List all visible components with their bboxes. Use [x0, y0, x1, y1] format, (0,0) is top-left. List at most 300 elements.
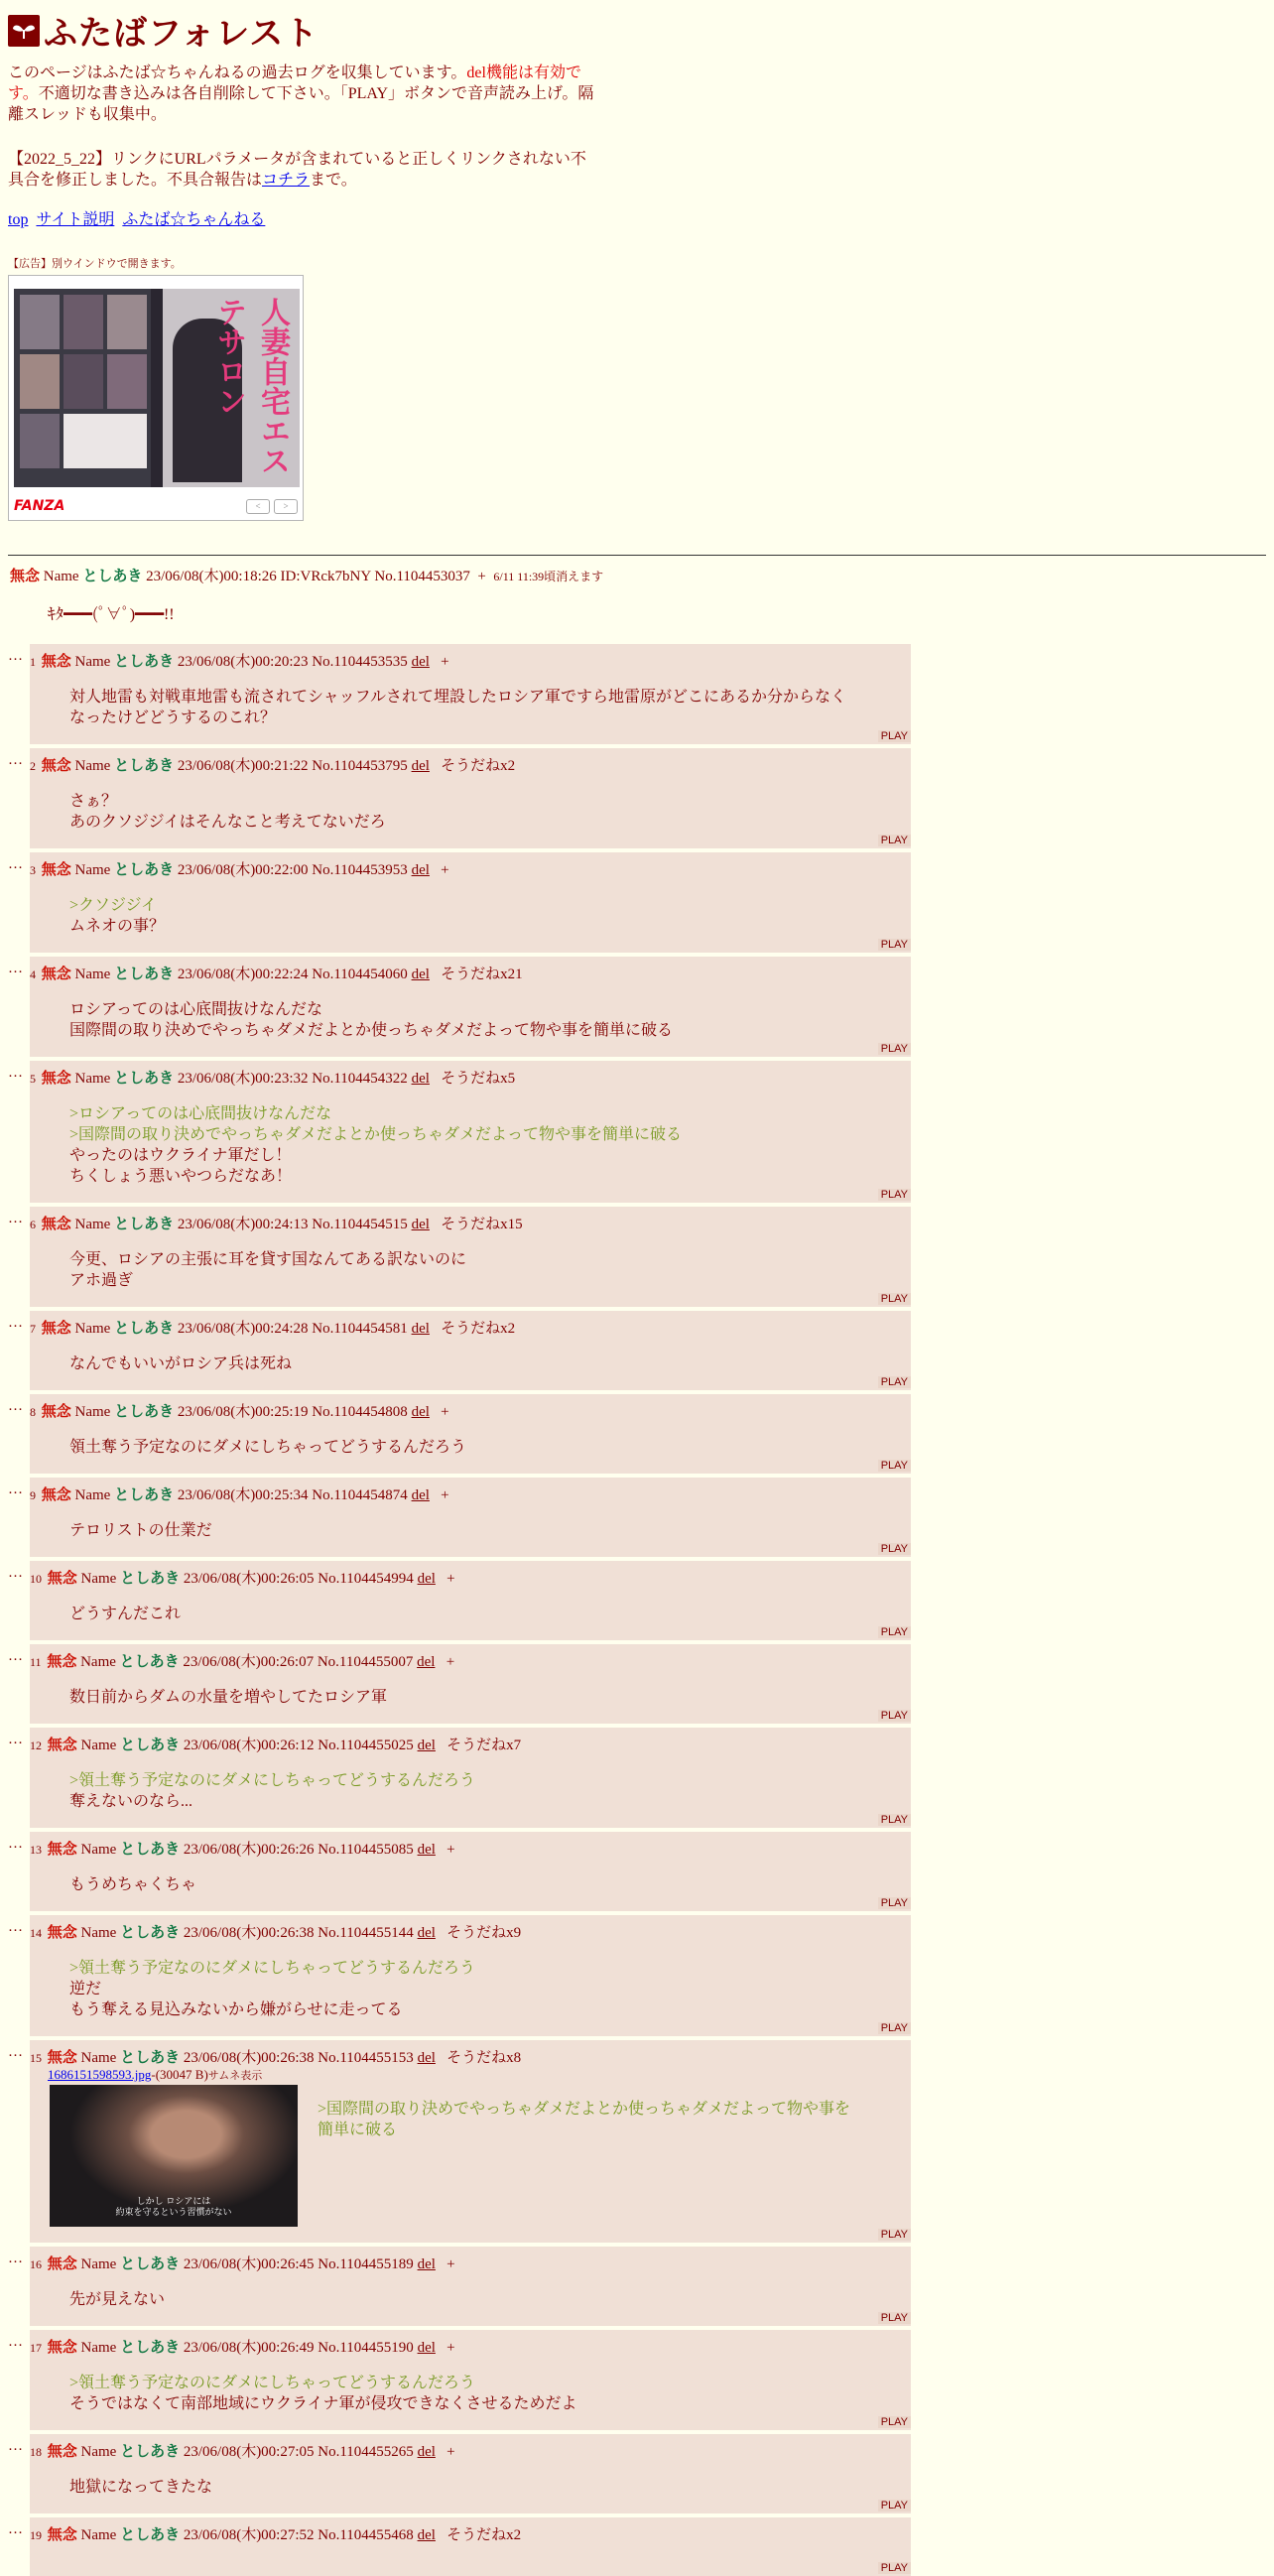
reply-number[interactable]: No.1104455265 [318, 2444, 414, 2460]
reply-number[interactable]: No.1104455085 [318, 1842, 414, 1858]
reply-index: 8 [30, 1405, 36, 1419]
reply-box [30, 1394, 911, 1474]
reply-collapse-icon[interactable]: … [8, 1211, 23, 1226]
reply-collapse-icon[interactable]: … [8, 752, 23, 768]
reply-header [30, 1213, 911, 1233]
bug-report-link[interactable]: コチラ [262, 172, 311, 189]
quote-line: >領土奪う予定なのにダメにしちゃってどうするんだろう [69, 1960, 476, 1977]
reply-number[interactable]: No.1104454808 [312, 1404, 408, 1420]
reply-date: 23/06/08(木)00:25:34 [177, 1487, 309, 1503]
nav-about-link[interactable]: サイト説明 [36, 211, 115, 228]
reply-header [30, 1567, 911, 1588]
reply [8, 1561, 1266, 1640]
reply-body [69, 791, 911, 833]
op-date: 23/06/08(木)00:18:26 [146, 569, 277, 584]
reply-number[interactable]: No.1104455189 [318, 2256, 414, 2272]
reply-index: 5 [30, 1072, 36, 1086]
reply-body [69, 1770, 911, 1812]
play-button[interactable]: PLAY [878, 2562, 911, 2574]
reply-name-label: Name [80, 1842, 117, 1858]
del-link[interactable]: del [417, 1654, 436, 1670]
reply [8, 1478, 1266, 1557]
reply-box [30, 2040, 911, 2243]
reply-number[interactable]: No.1104454874 [312, 1487, 408, 1503]
reply-header [30, 1650, 911, 1671]
reply-number[interactable]: No.1104455153 [318, 2050, 414, 2066]
reply-date: 23/06/08(木)00:26:07 [183, 1654, 315, 1670]
reply-subject: 無念 [41, 862, 71, 878]
reply-name-label: Name [74, 966, 111, 982]
reply-subject: 無念 [47, 2527, 77, 2543]
reply-collapse-icon[interactable]: … [8, 2438, 23, 2454]
sodane-button[interactable]: そうだねx8 [446, 2050, 522, 2066]
reply-name-label: Name [74, 758, 111, 774]
sodane-button[interactable]: そうだねx2 [441, 758, 516, 774]
reply [8, 1207, 1266, 1307]
reply-subject: 無念 [41, 758, 71, 774]
reply-header [30, 858, 911, 879]
reply-body [69, 1958, 911, 2020]
reply [8, 2330, 1266, 2430]
ad-prev-button[interactable]: < [246, 499, 270, 514]
del-link[interactable]: del [417, 2527, 436, 2543]
reply-body [69, 1874, 911, 1895]
play-button[interactable]: PLAY [878, 1460, 911, 1472]
del-link[interactable]: del [411, 862, 430, 878]
play-button[interactable]: PLAY [878, 1626, 911, 1638]
reply-box [30, 1061, 911, 1203]
thumbnail-image[interactable] [50, 2085, 298, 2227]
body-line: なったけどどうするのこれ？ [69, 709, 277, 726]
body-line: 逆だ [69, 1981, 102, 1997]
play-button[interactable]: PLAY [878, 2500, 911, 2512]
reply-box [30, 1311, 911, 1390]
reply-number[interactable]: No.1104455025 [318, 1738, 414, 1753]
reply-date: 23/06/08(木)00:24:28 [177, 1321, 309, 1337]
body-line: ロシアってのは心底間抜けなんだな [69, 1001, 323, 1018]
reply-name: としあき [120, 2256, 181, 2272]
reply [8, 1832, 1266, 1911]
sodane-button[interactable]: + [441, 1404, 449, 1420]
reply-header [30, 2046, 911, 2067]
play-button[interactable]: PLAY [878, 1293, 911, 1305]
reply-subject: 無念 [47, 1654, 77, 1670]
play-button[interactable]: PLAY [878, 939, 911, 951]
play-button[interactable]: PLAY [878, 1897, 911, 1909]
body-line: テロリストの仕業だ [69, 1522, 212, 1539]
reply-body [69, 895, 911, 937]
sodane-button[interactable]: + [446, 2444, 455, 2460]
del-link[interactable]: del [411, 1404, 430, 1420]
reply [8, 2247, 1266, 2326]
reply-name: としあき [114, 654, 175, 670]
reply-name: としあき [120, 2444, 181, 2460]
sodane-button[interactable]: そうだねx7 [446, 1738, 522, 1753]
reply-box [30, 1478, 911, 1557]
reply-subject: 無念 [47, 2256, 77, 2272]
sodane-button[interactable]: + [441, 862, 449, 878]
del-link[interactable]: del [411, 1217, 430, 1232]
reply-subject: 無念 [47, 2340, 77, 2356]
reply-name: としあき [114, 1217, 175, 1232]
reply-body [69, 2289, 911, 2310]
body-line: ムネオの事？ [69, 918, 166, 935]
reply-subject: 無念 [41, 1404, 71, 1420]
reply-header [30, 2523, 911, 2544]
reply-name-label: Name [74, 654, 111, 670]
reply-name: としあき [120, 2340, 181, 2356]
reply-name-label: Name [74, 1321, 111, 1337]
reply-collapse-icon[interactable]: … [8, 1648, 23, 1664]
reply-name: としあき [114, 758, 175, 774]
reply-collapse-icon[interactable]: … [8, 648, 23, 664]
body-line: ちくしょう悪いやつらだなあ！ [69, 1168, 293, 1185]
body-line: 対人地雷も対戦車地雷も流されてシャッフルされて埋設したロシア軍ですら地雷原がどこにあるか分からなく [69, 689, 847, 706]
ad-arrows [246, 499, 298, 514]
reply-index: 4 [30, 967, 36, 981]
site-title: ふたばフォレスト [44, 16, 319, 53]
reply-index: 3 [30, 863, 36, 877]
sodane-button[interactable]: そうだねx2 [446, 2527, 522, 2543]
thumbnail-caption [50, 2197, 298, 2219]
op-id: ID:VRck7bNY [280, 569, 371, 584]
reply-box [30, 644, 911, 744]
reply-name: としあき [120, 1925, 181, 1941]
quote-line: >クソジジイ [69, 897, 157, 914]
reply-date: 23/06/08(木)00:27:05 [183, 2444, 315, 2460]
reply-subject: 無念 [41, 966, 71, 982]
sodane-button[interactable]: + [446, 1571, 455, 1587]
reply [8, 644, 1266, 744]
reply-header [30, 1400, 911, 1421]
play-button[interactable]: PLAY [878, 835, 911, 846]
op-body: ｷﾀ━━━(ﾟ∀ﾟ)━━━!! [48, 606, 175, 623]
del-link[interactable]: del [411, 966, 430, 982]
del-link[interactable]: del [417, 2340, 436, 2356]
reply-collapse-icon[interactable]: … [8, 2521, 23, 2537]
reply-name: としあき [120, 2527, 181, 2543]
reply-date: 23/06/08(木)00:26:26 [183, 1842, 315, 1858]
reply-number[interactable]: No.1104453795 [312, 758, 408, 774]
quote-line: >国際間の取り決めでやっちゃダメだよとか使っちゃダメだよって物や事を簡単に破る [69, 1126, 683, 1143]
del-link[interactable]: del [417, 1571, 436, 1587]
reply-box [30, 2434, 911, 2513]
site-intro [8, 63, 598, 125]
play-button[interactable]: PLAY [878, 2416, 911, 2428]
del-link[interactable]: del [417, 2444, 436, 2460]
sodane-button[interactable]: + [441, 1487, 449, 1503]
reply-name-label: Name [74, 1487, 111, 1503]
sodane-button[interactable]: + [446, 1654, 455, 1670]
reply-index: 17 [30, 2341, 42, 2355]
reply-subject: 無念 [47, 1571, 77, 1587]
reply-number[interactable]: No.1104455144 [318, 1925, 414, 1941]
ad-vertical-text: 人妻自宅エステサロン [211, 297, 290, 475]
reply-header [30, 754, 911, 775]
reply-number[interactable]: No.1104454581 [312, 1321, 408, 1337]
op-expire-notice: 6/11 11:39頃消えます [493, 570, 604, 583]
reply-date: 23/06/08(木)00:27:52 [183, 2527, 315, 2543]
del-link[interactable]: del [417, 1842, 436, 1858]
reply [8, 1311, 1266, 1390]
del-link[interactable]: del [411, 1321, 430, 1337]
reply-name-label: Name [80, 2256, 117, 2272]
futaba-leaf-icon[interactable] [8, 15, 40, 47]
reply-date: 23/06/08(木)00:26:12 [183, 1738, 315, 1753]
reply-index: 10 [30, 1572, 42, 1586]
reply-index: 2 [30, 759, 36, 773]
sodane-button[interactable]: + [446, 2340, 455, 2356]
thumb-toggle[interactable]: サムネ表示 [207, 2070, 263, 2082]
reply-name: としあき [120, 1842, 181, 1858]
reply-box [30, 748, 911, 848]
body-line: あのクソジジイはそんなこと考えてないだろ [69, 814, 386, 831]
sodane-button[interactable]: そうだねx21 [441, 966, 523, 982]
reply-box [30, 1644, 911, 1724]
reply-date: 23/06/08(木)00:23:32 [177, 1071, 309, 1087]
reply-header [30, 650, 911, 671]
sodane-button[interactable]: そうだねx9 [446, 1925, 522, 1941]
reply [8, 2434, 1266, 2513]
reply-box [30, 1728, 911, 1828]
reply-list [8, 644, 1266, 2576]
ad-image[interactable] [14, 289, 300, 487]
reply-collapse-icon[interactable]: … [8, 1315, 23, 1331]
body-line: 領土奪う予定なのにダメにしちゃってどうするんだろう [69, 1439, 467, 1456]
reply-body [69, 2373, 911, 2414]
reply-collapse-icon[interactable]: … [8, 856, 23, 872]
ad-banner[interactable] [8, 275, 304, 521]
reply [8, 2517, 1266, 2576]
reply-collapse-icon[interactable]: … [8, 1398, 23, 1414]
del-link[interactable]: del [411, 654, 430, 670]
body-line: そうではなくて南部地域にウクライナ軍が侵攻できなくさせるためだよ [69, 2395, 577, 2412]
reply-box [30, 2247, 911, 2326]
reply-collapse-icon[interactable]: … [8, 2334, 23, 2350]
reply-subject: 無念 [47, 1738, 77, 1753]
del-link[interactable]: del [411, 1487, 430, 1503]
reply-name: としあき [120, 1738, 181, 1753]
reply-subject: 無念 [47, 1925, 77, 1941]
reply-collapse-icon[interactable]: … [8, 2251, 23, 2266]
body-line: 先が見えない [69, 2291, 166, 2308]
play-button[interactable]: PLAY [878, 1543, 911, 1555]
play-button[interactable]: PLAY [878, 1814, 911, 1826]
image-size: -(30047 B) [151, 2067, 208, 2082]
reply-name-label: Name [74, 1404, 111, 1420]
reply-name-label: Name [80, 1738, 117, 1753]
reply-name-label: Name [80, 2340, 117, 2356]
reply-collapse-icon[interactable]: … [8, 1481, 23, 1497]
reply-index: 9 [30, 1488, 36, 1502]
reply [8, 1644, 1266, 1724]
reply-index: 16 [30, 2257, 42, 2271]
op-number[interactable]: No.1104453037 [374, 569, 470, 584]
op-sodane-button[interactable]: + [477, 569, 486, 584]
reply-index: 18 [30, 2445, 42, 2459]
quote-line: >国際間の取り決めでやっちゃダメだよとか使っちゃダメだよって物や事を [318, 2101, 851, 2118]
play-button[interactable]: PLAY [878, 730, 911, 742]
reply-index: 15 [30, 2051, 42, 2065]
reply-name: としあき [114, 862, 175, 878]
reply-subject: 無念 [41, 1217, 71, 1232]
reply-body [69, 1687, 911, 1708]
reply-subject: 無念 [41, 1071, 71, 1087]
body-line: なんでもいいがロシア兵は死ね [69, 1355, 293, 1372]
reply-box [30, 957, 911, 1057]
reply-date: 23/06/08(木)00:21:22 [177, 758, 309, 774]
body-line: 今更、ロシアの主張に耳を貸す国なんてある訳ないのに [69, 1251, 467, 1268]
play-button[interactable]: PLAY [878, 1189, 911, 1201]
thumbnail-caption-2: 約束を守るという習慣がない [115, 2208, 232, 2218]
play-button[interactable]: PLAY [878, 1710, 911, 1722]
reply-name: としあき [114, 966, 175, 982]
reply-date: 23/06/08(木)00:20:23 [177, 654, 309, 670]
reply-header [30, 1483, 911, 1504]
thread-separator [8, 555, 1266, 556]
reply-collapse-icon[interactable]: … [8, 1732, 23, 1747]
reply-body [69, 1604, 911, 1624]
reply-body [69, 1103, 911, 1187]
reply-box [30, 852, 911, 953]
sodane-button[interactable]: そうだねx15 [441, 1217, 523, 1232]
reply-name-label: Name [80, 1925, 117, 1941]
quote-line: >領土奪う予定なのにダメにしちゃってどうするんだろう [69, 2375, 476, 2391]
reply-header [30, 1317, 911, 1338]
reply-name-label: Name [74, 862, 111, 878]
reply-name: としあき [114, 1487, 175, 1503]
body-line: もうめちゃくちゃ [69, 1876, 197, 1893]
reply-name: としあき [120, 2050, 181, 2066]
reply-index: 12 [30, 1739, 42, 1752]
reply-number[interactable]: No.1104455190 [318, 2340, 414, 2356]
reply-number[interactable]: No.1104453535 [312, 654, 408, 670]
reply-body [69, 2477, 911, 2498]
reply-name: としあき [114, 1071, 175, 1087]
reply [8, 957, 1266, 1057]
del-link[interactable]: del [417, 1738, 436, 1753]
reply-body [69, 1353, 911, 1374]
ad-logo: FANZA [14, 498, 65, 514]
body-line: 奪えないのなら... [69, 1793, 193, 1810]
reply-name: としあき [114, 1321, 175, 1337]
reply-body [69, 1249, 911, 1291]
reply-subject: 無念 [41, 1321, 71, 1337]
sodane-button[interactable]: そうだねx5 [441, 1071, 516, 1087]
reply-name-label: Name [80, 2527, 117, 2543]
reply-box [30, 1207, 911, 1307]
del-link[interactable]: del [417, 2256, 436, 2272]
reply-collapse-icon[interactable]: … [8, 1919, 23, 1935]
del-link[interactable]: del [417, 1925, 436, 1941]
body-line: 数日前からダムの水量を増やしてたロシア軍 [69, 1689, 388, 1706]
reply-number[interactable]: No.1104453953 [312, 862, 408, 878]
body-line: 国際間の取り決めでやっちゃダメだよとか使っちゃダメだよって物や事を簡単に破る [69, 1022, 674, 1039]
reply-subject: 無念 [47, 2444, 77, 2460]
del-link[interactable]: del [417, 2050, 436, 2066]
notice-text: 【2022_5_22】リンクにURLパラメータが含まれていると正しくリンクされない不具合を修正しました。不具合報告は [8, 151, 586, 189]
nav-links [8, 206, 1266, 229]
reply-date: 23/06/08(木)00:26:05 [183, 1571, 315, 1587]
reply-collapse-icon[interactable]: … [8, 1065, 23, 1081]
reply-body [69, 1437, 911, 1458]
quote-line: 簡単に破る [318, 2122, 398, 2138]
body-line: 地獄になってきたな [69, 2479, 213, 2496]
reply-index: 1 [30, 655, 36, 669]
reply-name: としあき [120, 1571, 181, 1587]
reply-collapse-icon[interactable]: … [8, 961, 23, 976]
sodane-button[interactable]: + [446, 2256, 455, 2272]
reply-name-label: Name [80, 1571, 117, 1587]
nav-futaba-link[interactable]: ふたば☆ちゃんねる [122, 211, 266, 228]
reply-header [30, 2253, 911, 2273]
image-row [30, 2085, 911, 2227]
reply-date: 23/06/08(木)00:26:45 [183, 2256, 315, 2272]
del-enabled-note: del機能は有効です。 [8, 64, 581, 102]
reply-header [30, 1067, 911, 1088]
reply-name-label: Name [74, 1217, 111, 1232]
play-button[interactable]: PLAY [878, 1376, 911, 1388]
reply-name-label: Name [80, 2050, 117, 2066]
reply [8, 1728, 1266, 1828]
del-link[interactable]: del [411, 1071, 430, 1087]
play-button[interactable]: PLAY [878, 2312, 911, 2324]
reply-date: 23/06/08(木)00:24:13 [177, 1217, 309, 1232]
reply-collapse-icon[interactable]: … [8, 1836, 23, 1852]
reply-header [30, 1734, 911, 1754]
reply-number[interactable]: No.1104454515 [312, 1217, 408, 1232]
reply-number[interactable]: No.1104454322 [312, 1071, 408, 1087]
reply-date: 23/06/08(木)00:26:49 [183, 2340, 315, 2356]
reply-subject: 無念 [47, 2050, 77, 2066]
reply-collapse-icon[interactable]: … [8, 1565, 23, 1581]
reply-name-label: Name [80, 1654, 116, 1670]
body-line: やったのはウクライナ軍だし！ [69, 1147, 292, 1164]
reply-box [30, 1832, 911, 1911]
sodane-button[interactable]: + [446, 1842, 455, 1858]
image-file-link[interactable]: 1686151598593.jpg [48, 2067, 152, 2082]
nav-top-link[interactable]: top [8, 211, 29, 228]
reply-header [30, 1838, 911, 1859]
reply-number[interactable]: No.1104455007 [317, 1654, 414, 1670]
body-line: もう奪える見込みないから嫌がらせに走ってる [69, 2001, 403, 2018]
reply-body [318, 2099, 873, 2227]
reply-collapse-icon[interactable]: … [8, 2044, 23, 2060]
reply-number[interactable]: No.1104455468 [318, 2527, 414, 2543]
body-line: どうすんだこれ [69, 1606, 182, 1622]
body-line: さぁ？ [69, 793, 118, 810]
sodane-button[interactable]: そうだねx2 [441, 1321, 516, 1337]
reply-header [30, 2440, 911, 2461]
reply-number[interactable]: No.1104454060 [312, 966, 408, 982]
reply-body [69, 999, 911, 1041]
reply [8, 748, 1266, 848]
sodane-button[interactable]: + [441, 654, 449, 670]
ad-next-button[interactable]: > [274, 499, 298, 514]
reply [8, 1915, 1266, 2036]
del-link[interactable]: del [411, 758, 430, 774]
reply [8, 1394, 1266, 1474]
play-button[interactable]: PLAY [878, 1043, 911, 1055]
play-button[interactable]: PLAY [878, 2022, 911, 2034]
reply-header [30, 2336, 911, 2357]
reply-number[interactable]: No.1104454994 [318, 1571, 414, 1587]
ad-label: 【広告】別ウインドウで開きます。 [8, 258, 182, 270]
image-info [48, 2067, 911, 2083]
reply-subject: 無念 [47, 1842, 77, 1858]
play-button[interactable]: PLAY [878, 2229, 911, 2241]
reply-date: 23/06/08(木)00:26:38 [183, 2050, 315, 2066]
